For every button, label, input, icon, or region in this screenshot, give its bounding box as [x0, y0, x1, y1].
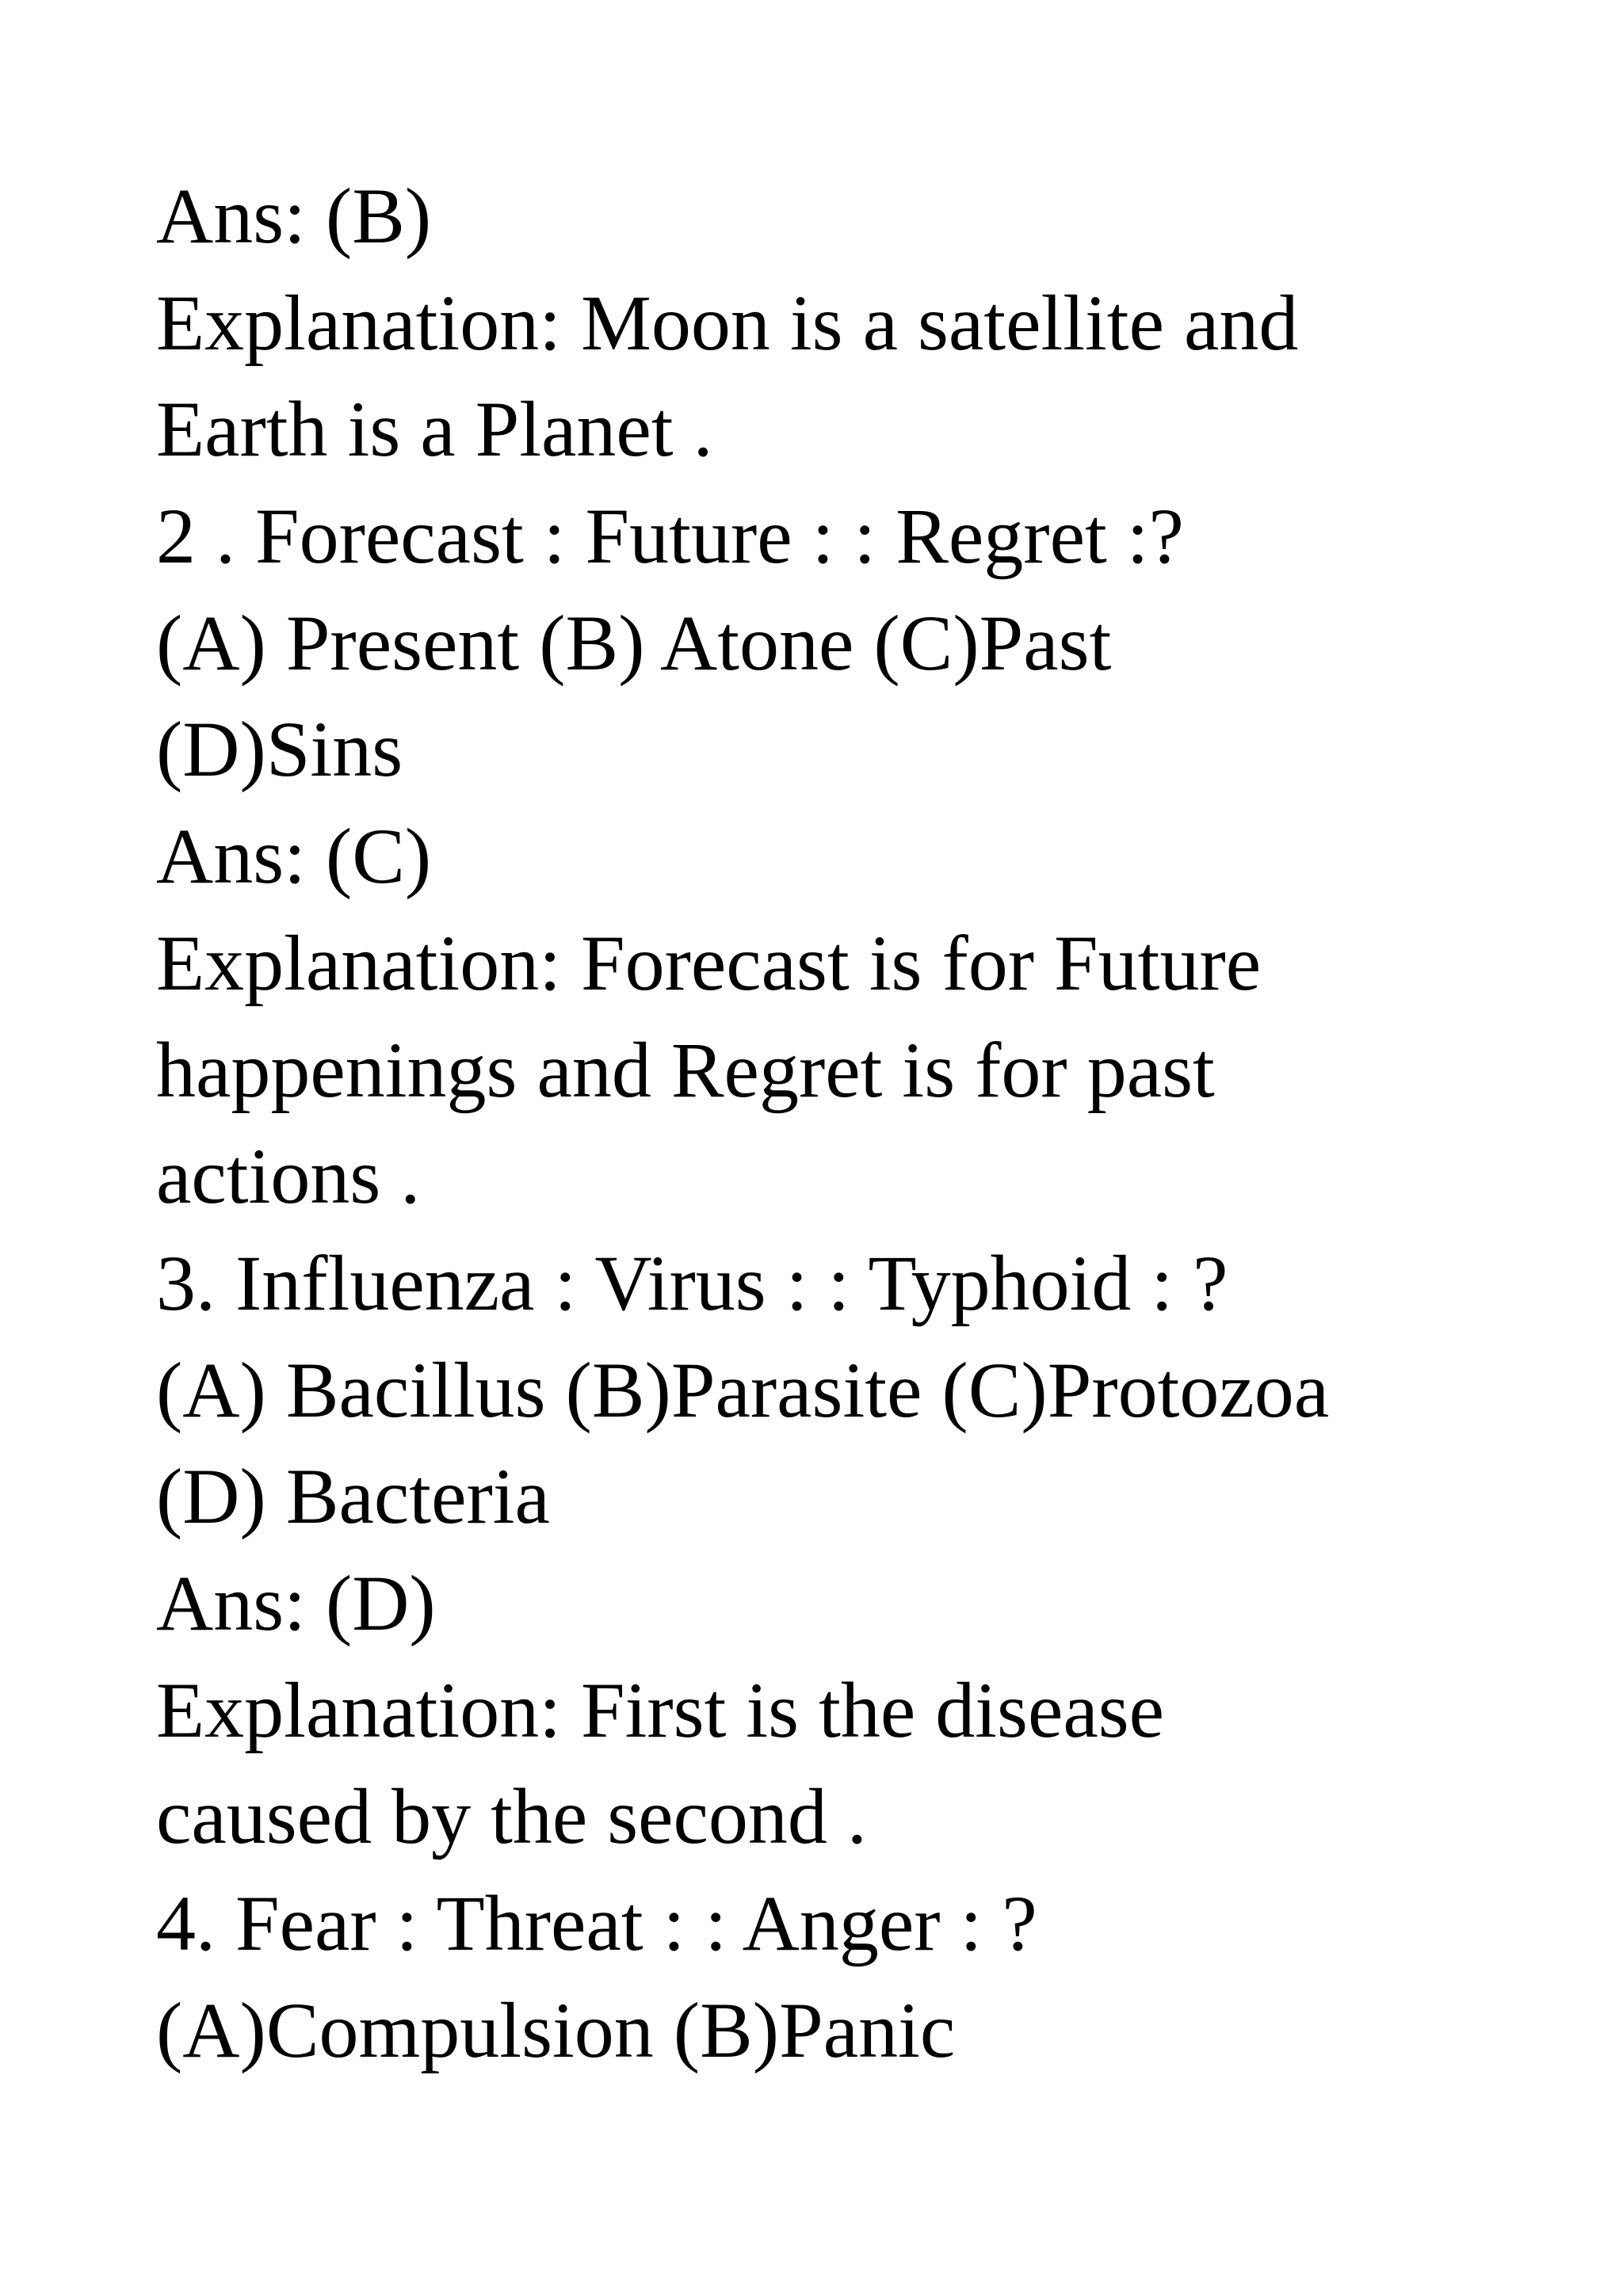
explanation-line: actions .: [156, 1132, 421, 1221]
explanation-line: Explanation: Moon is a satellite and: [156, 278, 1299, 367]
question-line: 4. Fear : Threat : : Anger : ?: [156, 1879, 1037, 1967]
question-line: 3. Influenza : Virus : : Typhoid : ?: [156, 1238, 1228, 1327]
explanation-line: Earth is a Planet .: [156, 385, 713, 474]
options-line: (D) Bacteria: [156, 1452, 550, 1541]
options-line: (D)Sins: [156, 705, 403, 794]
explanation-line: Explanation: Forecast is for Future: [156, 918, 1262, 1007]
answer-line: Ans: (B): [156, 172, 432, 260]
explanation-line: happenings and Regret is for past: [156, 1025, 1215, 1114]
answer-line: Ans: (C): [156, 812, 432, 901]
explanation-line: caused by the second .: [156, 1772, 867, 1861]
question-line: 2 . Forecast : Future : : Regret :?: [156, 492, 1184, 581]
options-line: (A) Bacillus (B)Parasite (C)Protozoa: [156, 1345, 1330, 1434]
answer-line: Ans: (D): [156, 1558, 436, 1647]
options-line: (A) Present (B) Atone (C)Past: [156, 598, 1112, 687]
explanation-line: Explanation: First is the disease: [156, 1665, 1165, 1754]
options-line: (A)Compulsion (B)Panic: [156, 1985, 956, 2074]
document-text: [156, 163, 1583, 2084]
